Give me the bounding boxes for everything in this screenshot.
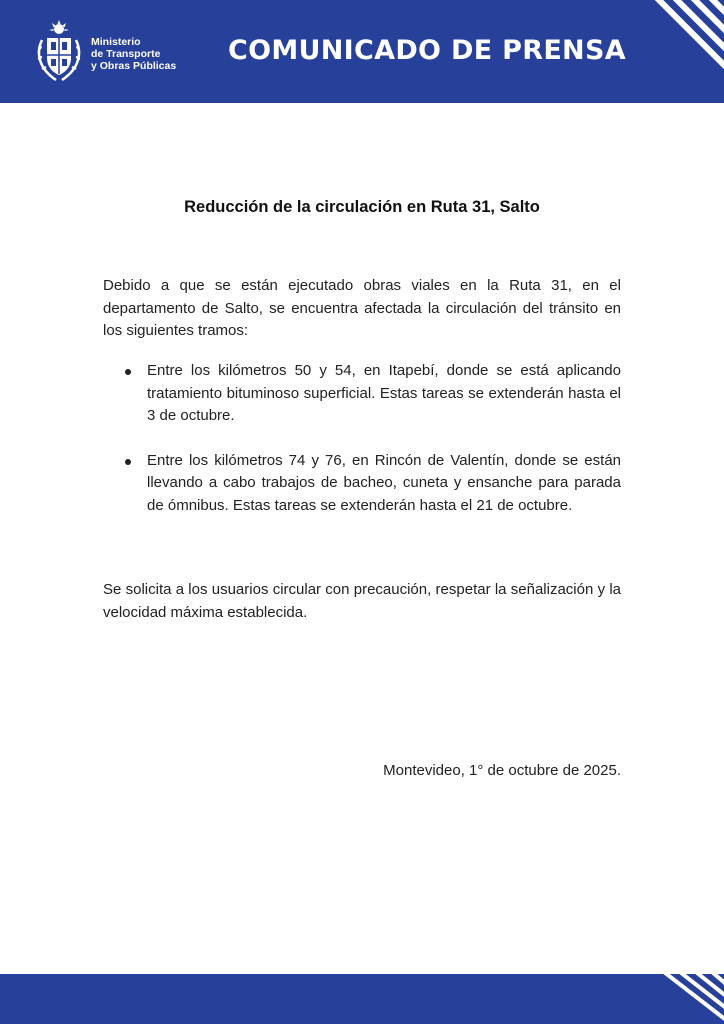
affected-sections-list [103, 360, 621, 539]
list-item [103, 360, 621, 428]
ministry-line-3: y Obras Públicas [91, 60, 177, 72]
footer-stripes-decoration [654, 974, 724, 1024]
press-release-title: COMUNICADO DE PRENSA [228, 35, 626, 66]
footer-banner [0, 974, 724, 1024]
bullet-icon [125, 459, 131, 465]
closing-paragraph: Se solicita a los usuarios circular con precaución, respetar la señalización y la velocidad máxima establecida. [103, 581, 621, 621]
coat-of-arms-icon [34, 20, 84, 84]
ministry-line-2: de Transporte [91, 48, 161, 60]
header-banner [0, 0, 724, 103]
bullet-icon [125, 369, 131, 375]
list-item-text: Entre los kilómetros 74 y 76, en Rincón de Valentín, donde se están llevando a cabo trabajos de bacheo, cuneta y ensanche para parada de ómnibus. Estas tareas se extenderán hasta el 21 de octubre. [147, 451, 621, 514]
header-stripes-decoration [634, 0, 724, 103]
intro-paragraph: Debido a que se están ejecutado obras viales en la Ruta 31, en el departamento de Salto, se encuentra afectada la circulación del tránsito en los siguientes tramos: [103, 277, 621, 339]
document-title: Reducción de la circulación en Ruta 31, Salto [184, 198, 540, 216]
list-item-text: Entre los kilómetros 50 y 54, en Itapebí, donde se está aplicando tratamiento bituminoso superficial. Estas tareas se extenderán hasta el 3 de octubre. [147, 362, 621, 424]
ministry-name [91, 36, 176, 72]
ministry-line-1: Ministerio [91, 36, 141, 48]
list-item [103, 450, 621, 518]
place-and-date: Montevideo, 1° de octubre de 2025. [383, 762, 621, 779]
